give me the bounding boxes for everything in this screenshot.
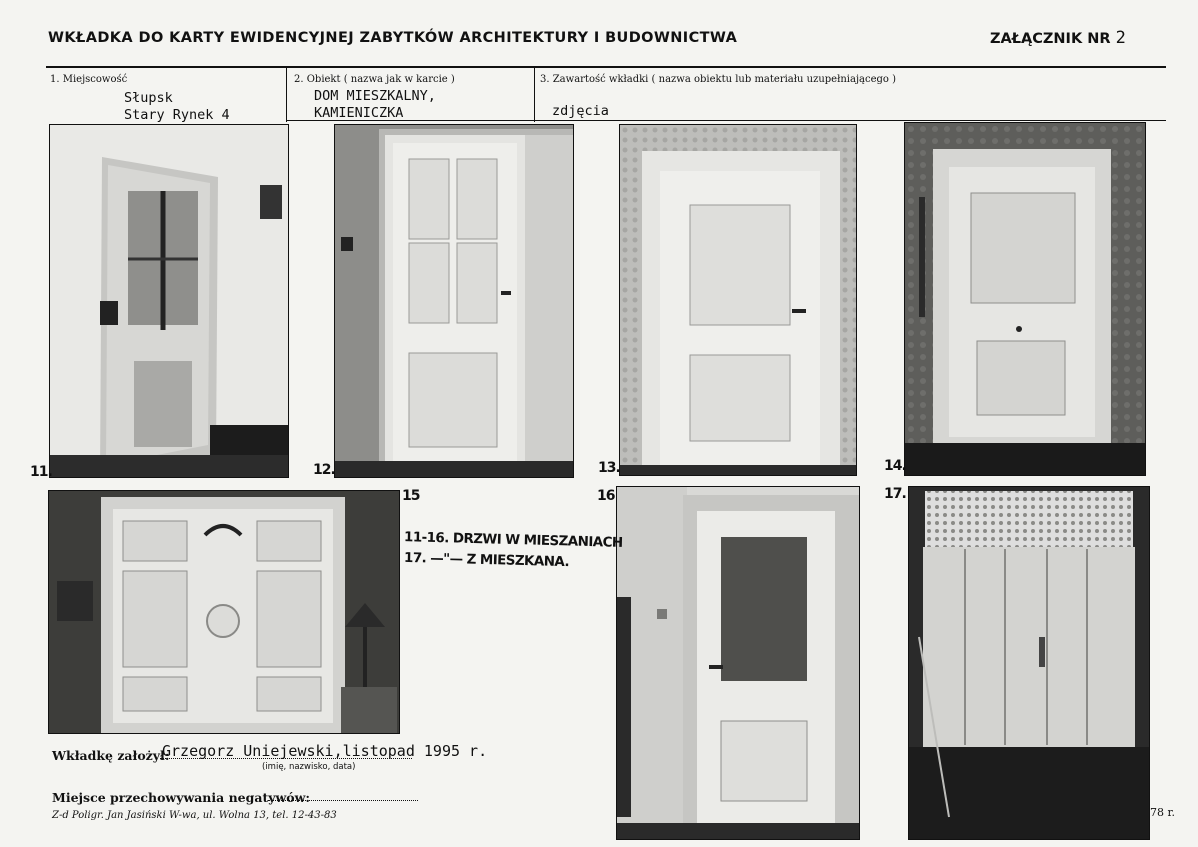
negatives-location-label: Miejsce przechowywania negatywów: bbox=[52, 790, 310, 805]
handwritten-caption-line1: 11-16. DRZWI W MIESZANIACH bbox=[403, 529, 623, 551]
photo-12-door bbox=[334, 124, 574, 478]
object-value-line1: DOM MIESZKALNY, bbox=[314, 88, 436, 104]
attachment-label: ZAŁĄCZNIK NR bbox=[990, 31, 1111, 47]
attachment-number bbox=[990, 28, 1126, 48]
created-by-dotted-line bbox=[160, 758, 412, 759]
printer-imprint: Z-d Poligr. Jan Jasiński W-wa, ul. Wolna 13, tel. 12-43-83 bbox=[52, 810, 337, 821]
created-by-hint: (imię, nazwisko, data) bbox=[262, 762, 356, 772]
photo-14-door bbox=[904, 122, 1146, 476]
attachment-value: 2 bbox=[1115, 28, 1126, 48]
contents-label: 3. Zawartość wkładki ( nazwa obiektu lub materiału uzupełniającego ) bbox=[540, 74, 897, 85]
field-divider-1 bbox=[286, 66, 287, 122]
photo-number-12: 12. bbox=[313, 462, 335, 478]
photo-13-door bbox=[619, 124, 857, 476]
field-divider-2 bbox=[534, 66, 535, 122]
photo-number-13: 13. bbox=[598, 460, 620, 476]
header-rule-bottom bbox=[286, 120, 1166, 121]
object-value-line2: KAMIENICZKA bbox=[314, 105, 404, 121]
contents-value: zdjęcia bbox=[552, 103, 609, 119]
photo-15-double-door bbox=[48, 490, 400, 734]
location-label: 1. Miejscowość bbox=[50, 74, 128, 85]
location-value-line2: Stary Rynek 4 bbox=[124, 107, 230, 123]
location-value-line1: Słupsk bbox=[124, 90, 173, 106]
photo-number-16: 16 bbox=[597, 488, 615, 504]
photo-16-glass-door bbox=[616, 486, 860, 840]
photo-17-folding-door bbox=[908, 486, 1150, 840]
created-by-value: Grzegorz Uniejewski,listopad 1995 r. bbox=[162, 742, 488, 760]
form-code: 78 r. bbox=[1150, 806, 1176, 819]
created-by-label: Wkładkę założył: bbox=[52, 748, 170, 763]
photo-number-17: 17. bbox=[884, 486, 906, 502]
handwritten-caption-line2: 17. —"— Z MIESZKANA. bbox=[403, 549, 570, 571]
photo-number-14: 14. bbox=[884, 458, 906, 474]
photo-number-15: 15 bbox=[402, 488, 420, 504]
form-title: WKŁADKA DO KARTY EWIDENCYJNEJ ZABYTKÓW ARCHITEKTURY I BUDOWNICTWA bbox=[48, 30, 738, 46]
object-label: 2. Obiekt ( nazwa jak w karcie ) bbox=[294, 74, 455, 85]
negatives-location-dotted-line bbox=[268, 800, 418, 801]
photo-number-11: 11. bbox=[30, 464, 52, 480]
header-rule-top bbox=[46, 66, 1166, 68]
photo-11-door bbox=[49, 124, 289, 478]
